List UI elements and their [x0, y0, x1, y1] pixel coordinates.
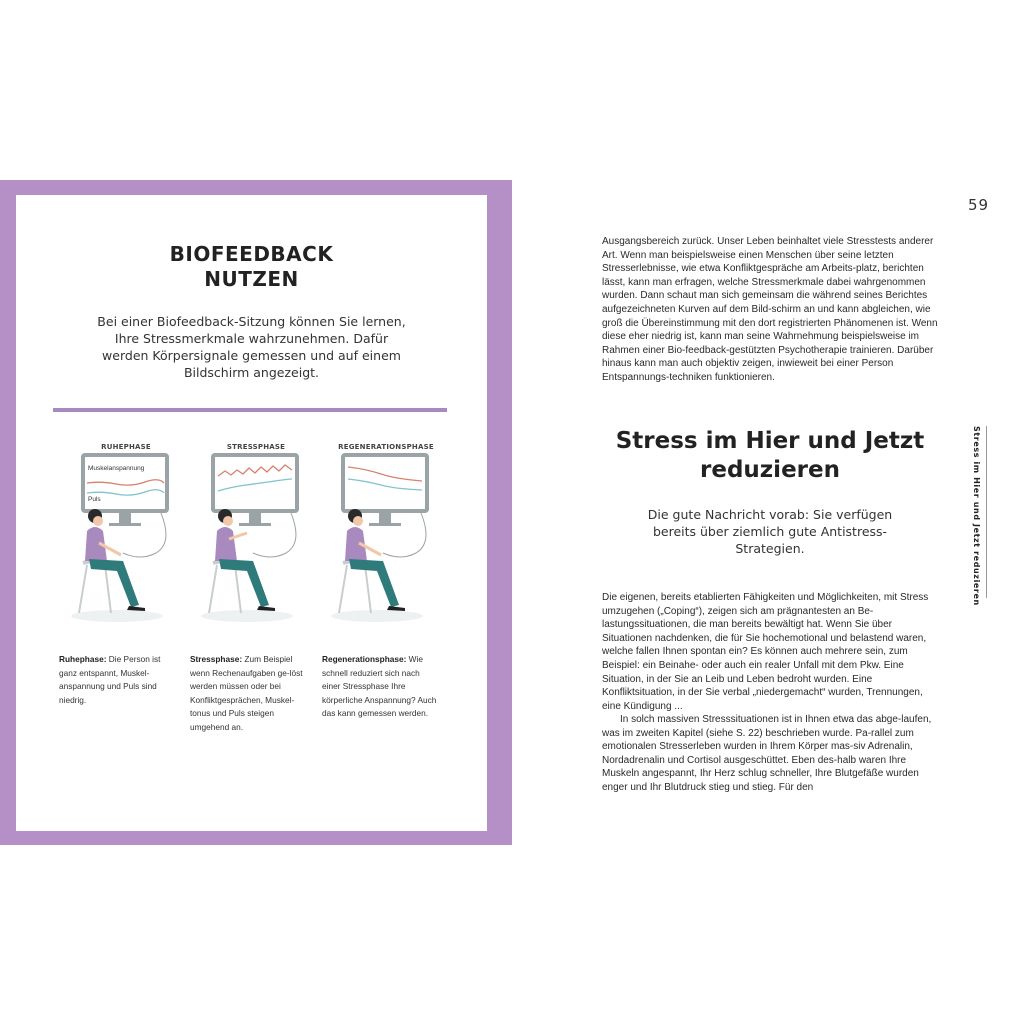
figure-regenerationsphase: [321, 443, 451, 623]
section-title-line-1: Stress im Hier und Jetzt: [615, 428, 925, 454]
infobox-title-line-2: NUTZEN: [204, 267, 299, 291]
infobox-title: [16, 242, 487, 292]
caption-text: Die Person ist ganz entspannt, Muskel-anspannung und Puls sind niedrig.: [59, 654, 161, 705]
divider: [53, 408, 447, 412]
caption-term: Ruhephase:: [59, 654, 107, 664]
section-title-line-2: reduzieren: [700, 457, 840, 483]
caption-text: Wie schnell reduziert sich nach einer Stressphase Ihre körperliche Anspannung? Auch das kann gemessen werden.: [322, 654, 437, 718]
infobox-frame: [0, 180, 512, 845]
figure-label: RUHEPHASE: [101, 443, 151, 451]
infobox-title-line-1: BIOFEEDBACK: [169, 242, 334, 266]
illustration-recovering-person: [321, 443, 451, 623]
section-intro: Die gute Nachricht vorab: Sie verfügen bereits über ziemlich gute Antistress-Strategien.: [647, 507, 893, 556]
infobox-intro: Bei einer Biofeedback-Sitzung können Sie lernen, Ihre Stressmerkmale wahrzunehmen. Dafür werden Körpersignale gemessen und auf einem Bildschirm angezeigt.: [97, 314, 406, 380]
illustration-resting-person: [61, 443, 191, 623]
illustration-stressed-person: [191, 443, 321, 623]
figure-stressphase: [191, 443, 321, 623]
caption-text: Zum Beispiel wenn Rechenaufgaben ge-löst werden müssen oder bei Konfliktgesprächen, Muskel-tonus und Puls steigen umgehend an.: [190, 654, 303, 732]
chapter-side-tab: [972, 426, 987, 606]
top-paragraph: Ausgangsbereich zurück. Unser Leben beinhaltet viele Stresstests anderer Art. Wenn man beispielsweise einen Menschen über seine letzten Stresserlebnisse, wie etwa Konfliktgespräche am Arbeits-platz, berichten lässt, kann man erfragen, welche Stressmerkmale dabei wahrgenommen wurden. Dann schaut man sich gemeinsam die während seines Berichtes aufgezeichneten Kurven auf dem Bild-schirm an und kann abgleichen, wie groß die Übereinstimmung mit den dort registrierten Phänomenen ist. Wenn diese eher niedrig ist, kann man seine Wahrnehmung beispielsweise im Rahmen einer Bio-feedback-gestützten Psychotherapie trainieren. Darüber hinaus kann man auch objektiv zeigen, inwieweit bei einer Person Entspannungs-techniken funktionieren.: [602, 236, 938, 383]
caption-ruhephase: [59, 653, 177, 707]
caption-term: Stressphase:: [190, 654, 243, 664]
figure-label: REGENERATIONSPHASE: [338, 443, 434, 451]
screen-label-muskelanspannung: Muskelanspannung: [88, 465, 145, 472]
section-title: [580, 427, 960, 485]
caption-stressphase: [190, 653, 308, 734]
page-number: 59: [968, 196, 990, 214]
paragraph-2: In solch massiven Stresssituationen ist in Ihnen etwa das abge-laufen, was im zweiten Kapitel (siehe S. 22) beschrieben wurde. Pa-rallel zum emotionalen Stresserleben wurden in Ihrem Körper mas-siv Adrenalin, Nordadrenalin und Cortisol ausgeschüttet. Eben des-halb waren Ihre Muskeln angespannt, Ihr Herz schlug schneller, Ihre Blutgefäße wurden enger und Ihr Blutdruck stieg und stieg. Für den: [602, 714, 932, 793]
figure-ruhephase: [61, 443, 191, 623]
caption-regenerationsphase: [322, 653, 440, 721]
figure-label: STRESSPHASE: [226, 443, 286, 451]
screen-label-puls: Puls: [88, 496, 101, 503]
caption-term: Regenerationsphase:: [322, 654, 407, 664]
paragraph-1: Die eigenen, bereits etablierten Fähigkeiten und Möglichkeiten, mit Stress umzugehen („Coping“), zeigen sich am prägnantesten an Be-lastungssituationen, die man bereits bewältigt hat. Wenn Sie über Situationen nachdenken, die für Sie hochemotional und belastend waren, welche fallen Ihnen spontan ein? Es können auch mehrere sein, zum Beispiel: ein Beinahe- oder auch ein realer Unfall mit dem Pkw. Eine Situation, in der Sie an Leib und Leben bedroht wurden. Eine Konfliktsituation, in der Sie verbal „niedergemacht“ wurden, Trennungen, eine Kündigung ...: [602, 592, 929, 712]
infobox: [16, 195, 487, 831]
chapter-side-tab-label: Stress im Hier und Jetzt reduzieren: [972, 426, 981, 606]
